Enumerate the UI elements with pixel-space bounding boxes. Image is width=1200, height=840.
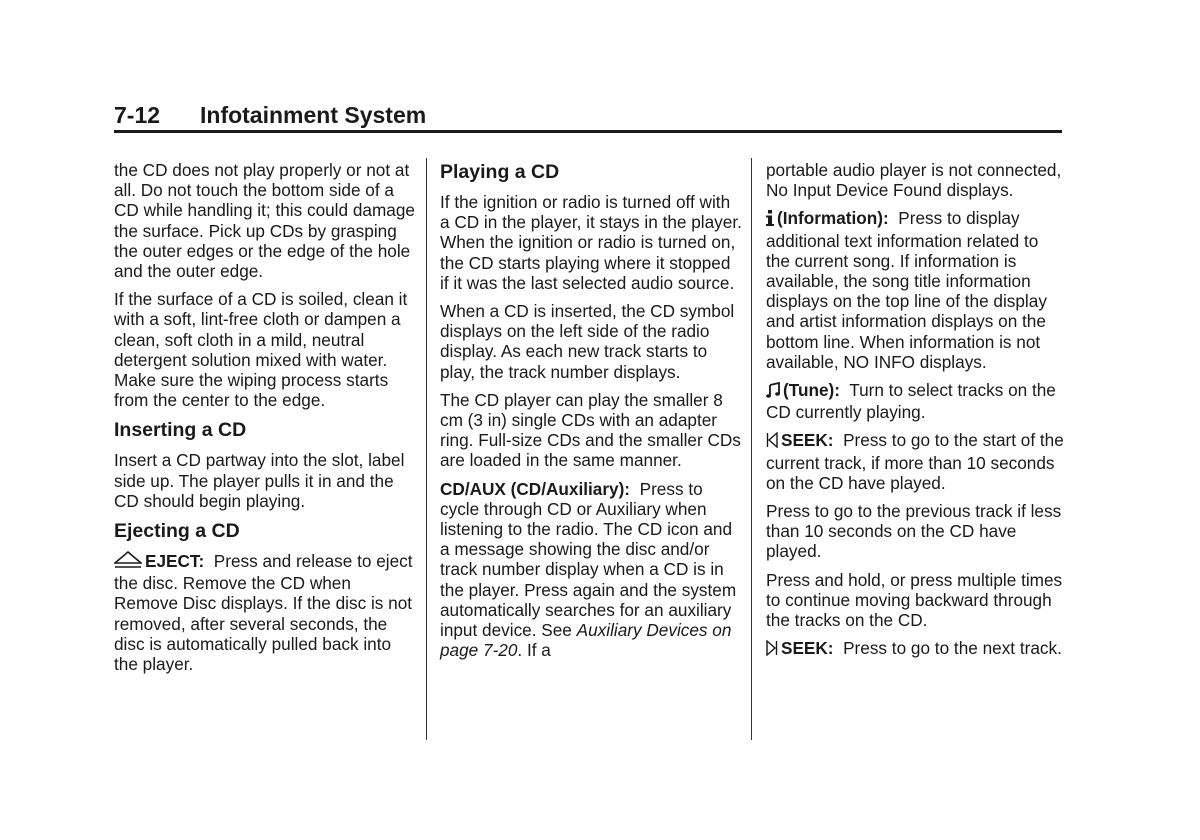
tune-label: (Tune): — [783, 380, 840, 401]
seek-back-text: Press to go to the start of the current track, if more than 10 seconds on the CD have played. — [766, 430, 1064, 493]
eject-paragraph — [114, 551, 416, 674]
info-icon — [766, 210, 774, 230]
tune-paragraph — [766, 380, 1066, 422]
seek-forward-paragraph — [766, 638, 1066, 660]
seek-back-label: SEEK: — [781, 430, 834, 451]
tune-text: Turn to select tracks on the CD currently playing. — [766, 380, 1056, 423]
paragraph: If the ignition or radio is turned off with a CD in the player, it stays in the player. When the ignition or radio is turned on, the CD starts playing where it stopped if it was the last selected audio source. — [440, 192, 742, 293]
eject-icon — [114, 551, 142, 573]
seek-back-icon — [766, 432, 778, 452]
seek-forward-icon — [766, 640, 778, 660]
paragraph: When a CD is inserted, the CD symbol displays on the left side of the radio display. As each new track starts to play, the track number displays. — [440, 301, 735, 382]
page-number: 7-12 — [114, 102, 161, 128]
paragraph: Insert a CD partway into the slot, label side up. The player pulls it in and the CD should begin playing. — [114, 450, 405, 511]
column-1 — [114, 160, 416, 682]
seek-back-paragraph — [766, 430, 1066, 493]
cdaux-label: CD/AUX (CD/Auxiliary): — [440, 478, 631, 499]
paragraph: Press and hold, or press multiple times to continue moving backward through the tracks on the CD. — [766, 569, 1063, 631]
seek-forward-text: Press to go to the next track. — [843, 638, 1062, 659]
paragraph: If the surface of a CD is soiled, clean it with a soft, lint-free cloth or dampen a clean, soft cloth in a mild, neutral detergent solution mixed with water. Make sure the wiping process starts from the center to the edge. — [114, 289, 408, 411]
column-2 — [440, 160, 742, 668]
column-divider — [751, 158, 752, 740]
cross-reference: Auxiliary Devices on page 7-20 — [440, 620, 732, 661]
eject-label: EJECT: — [145, 551, 205, 572]
heading-ejecting-cd: Ejecting a CD — [114, 520, 240, 543]
cdaux-tail: . If a — [517, 640, 551, 661]
header-rule — [114, 130, 1062, 133]
info-label: (Information): — [777, 208, 889, 229]
paragraph: portable audio player is not connected, No Input Device Found displays. — [766, 160, 1062, 201]
cdaux-paragraph — [440, 479, 742, 661]
cdaux-text: Press to cycle through CD or Auxiliary when listening to the radio. The CD icon and a message showing the disc and/or track number display when a CD is in the player. Press again and the system automatically searches for an auxiliary input device. See — [440, 478, 737, 641]
eject-text: Press and release to eject the disc. Remove the CD when Remove Disc displays. If the disc is not removed, after several seconds, the disc is automatically pulled back into the player. — [114, 551, 413, 675]
column-divider — [426, 158, 427, 740]
info-text: Press to display additional text information related to the current song. If information is available, the song title information displays on the top line of the display and artist information displays on the bottom line. When information is not available, NO INFO displays. — [766, 208, 1047, 372]
info-paragraph — [766, 208, 1066, 372]
paragraph: Press to go to the previous track if less than 10 seconds on the CD have played. — [766, 501, 1062, 562]
paragraph: the CD does not play properly or not at all. Do not touch the bottom side of a CD while handling it; this could damage the surface. Pick up CDs by grasping the outer edges or the edge of the hole and the outer edge. — [114, 160, 415, 282]
page-header — [114, 101, 1062, 129]
heading-playing-cd: Playing a CD — [440, 161, 560, 183]
music-note-icon — [766, 382, 780, 402]
column-3 — [766, 160, 1066, 668]
paragraph: The CD player can play the smaller 8 cm (3 in) single CDs with an adapter ring. Full-size CDs and the smaller CDs are loaded in the same manner. — [440, 389, 741, 471]
seek-forward-label: SEEK: — [781, 638, 834, 659]
heading-inserting-cd: Inserting a CD — [114, 419, 247, 442]
section-title: Infotainment System — [200, 102, 427, 128]
